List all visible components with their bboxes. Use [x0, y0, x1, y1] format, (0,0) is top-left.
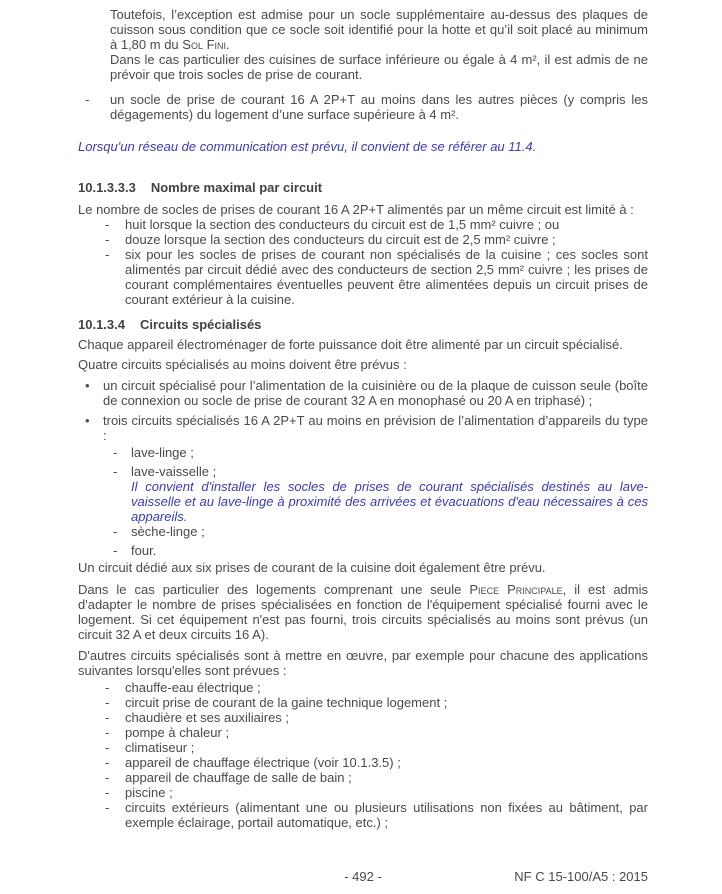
paragraph-appareil-forte-puissance: Chaque appareil électroménager de forte puissance doit être alimenté par un circuit spécialisé. [78, 337, 623, 352]
page-number: - 492 - [344, 869, 382, 884]
bullet-item-trois-circuits [78, 413, 648, 443]
sub-item-text: lave-vaisselle ; [131, 464, 217, 479]
app-item-chaudiere [78, 710, 648, 725]
app-item-climatiseur [78, 740, 648, 755]
dash-marker: - [105, 785, 110, 800]
bullet-item-text: trois circuits spécialisés 16 A 2P+T au moins en prévision de l’alimentation d’appareils du type : [103, 413, 648, 443]
paragraph-nombre-socles: Le nombre de socles de prises de courant 16 A 2P+T alimentés par un même circuit est limité à : [78, 202, 634, 217]
app-item-text: piscine ; [125, 785, 173, 800]
dash-marker: - [105, 770, 110, 785]
app-item-chauffage-electrique [78, 755, 648, 770]
app-item-chauffage-salle-de-bain [78, 770, 648, 785]
paragraph-petites-cuisines: Dans le cas particulier des cuisines de surface inférieure ou égale à 4 m², il est admis de ne prévoir que trois socles de prise de courant. [110, 52, 648, 82]
paragraph-circuit-dedie-cuisine: Un circuit dédié aux six prises de courant de la cuisine doit également être prévu. [78, 560, 546, 575]
paragraph-piece-principale [78, 582, 648, 642]
app-item-text: chaudière et ses auxiliaires ; [125, 710, 290, 725]
list-item-autres-pieces [78, 92, 648, 122]
app-item-text: appareil de chauffage électrique (voir 10.1.3.5) ; [125, 755, 401, 770]
dash-marker: - [105, 232, 110, 247]
app-item-gaine-technique [78, 695, 648, 710]
bullet-item-text: un circuit spécialisé pour l’alimentation de la cuisinière ou de la plaque de cuisson seule (boîte de connexion ou socle de prise de courant 32 A en monophasé ou 20 A en triphasé) ; [103, 378, 648, 408]
text-run: Dans le cas particulier des logements comprenant une seule [78, 582, 470, 597]
text-run: . [226, 37, 230, 52]
app-item-text: circuits extérieurs (alimentant une ou plusieurs utilisations non fixées au bâtiment, par exemple éclairage, portail automatique, etc.) ; [125, 800, 648, 830]
dash-marker: - [105, 800, 110, 815]
dash-marker: - [105, 725, 110, 740]
heading-circuits-specialises [78, 317, 648, 332]
heading-title: Nombre maximal par circuit [150, 180, 323, 195]
list-item-text: six pour les socles de prises de courant non spécialisés de la cuisine ; ces socles sont alimentés par circuit dédié avec des conducteurs de section 2,5 mm² cuivre ; les prises de courant complémentaires éventuelles peuvent être alimentées depuis un circuit prises de courant extérieur à la cuisine. [125, 247, 648, 307]
dash-marker: - [105, 217, 110, 232]
dash-marker: - [105, 680, 110, 695]
dash-marker: - [113, 464, 118, 479]
app-item-text: pompe à chaleur ; [125, 725, 230, 740]
heading-nombre-maximal [78, 180, 648, 195]
sub-item-lave-vaisselle [78, 464, 648, 479]
dash-marker: - [105, 740, 110, 755]
text-run: , il est admis d'adapter le nombre de prises spécialisées en fonction de l'équipement spécialisé fourni avec le logement. Si cet équipement n'est pas fourni, trois circuits spécialisés au moins sont prévus (un circuit 32 A et deux circuits 16 A). [78, 582, 648, 642]
list-item-text: douze lorsque la section des conducteurs du circuit est de 2,5 mm² cuivre ; [125, 232, 556, 247]
paragraph-quatre-circuits: Quatre circuits spécialisés au moins doivent être prévus : [78, 357, 407, 372]
page-content [78, 7, 648, 830]
document-reference: NF C 15-100/A5 : 2015 [514, 869, 648, 884]
dash-marker: - [105, 247, 110, 262]
sub-item-seche-linge [78, 524, 648, 539]
app-item-text: chauffe-eau électrique ; [125, 680, 261, 695]
app-item-text: appareil de chauffage de salle de bain ; [125, 770, 352, 785]
list-item-six [78, 247, 648, 307]
page-footer [78, 869, 648, 884]
smallcaps-piece-principale: Piece Principale [469, 582, 563, 597]
list-item-huit [78, 217, 648, 232]
app-item-piscine [78, 785, 648, 800]
sub-item-lave-linge [78, 445, 648, 460]
text-run: Toutefois, l’exception est admise pour un socle supplémentaire au-dessus des plaques de cuisson sous condition que ce socle soit identifié pour la hotte et qu’il soit placé au minimum à 1,80 m du [110, 7, 648, 52]
note-reseau-communication: Lorsqu'un réseau de communication est prévu, il convient de se référer au 11.4. [78, 139, 537, 154]
heading-number: 10.1.3.4 [78, 317, 125, 332]
sub-item-text: lave-linge ; [131, 445, 194, 460]
app-item-chauffe-eau [78, 680, 648, 695]
dash-marker: - [105, 710, 110, 725]
bullet-marker: • [85, 413, 90, 428]
paragraph-exception-hotte [110, 7, 648, 52]
sub-item-text: four. [131, 543, 157, 558]
dash-marker: - [85, 92, 90, 107]
app-item-text: climatiseur ; [125, 740, 195, 755]
heading-number: 10.1.3.3.3 [78, 180, 136, 195]
sub-item-four [78, 543, 648, 558]
bullet-item-cuisiniere [78, 378, 648, 408]
app-item-text: circuit prise de courant de la gaine technique logement ; [125, 695, 448, 710]
app-item-pompe-a-chaleur [78, 725, 648, 740]
list-item-douze [78, 232, 648, 247]
sub-item-text: sèche-linge ; [131, 524, 205, 539]
list-item-text: un socle de prise de courant 16 A 2P+T au moins dans les autres pièces (y compris les dégagements) du logement d’une surface supérieure à 4 m². [110, 92, 648, 122]
dash-marker: - [105, 695, 110, 710]
dash-marker: - [105, 755, 110, 770]
note-installation-socles: Il convient d'installer les socles de prises de courant spécialisés destinés au lave-vaisselle et au lave-linge à proximité des arrivées et évacuations d'eau nécessaires à ces appareils. [131, 479, 648, 524]
smallcaps-sol-fini: Sol Fini [182, 37, 227, 52]
dash-marker: - [113, 445, 118, 460]
app-item-circuits-exterieurs [78, 800, 648, 830]
heading-title: Circuits spécialisés [140, 317, 262, 332]
paragraph-autres-circuits: D'autres circuits spécialisés sont à mettre en œuvre, par exemple pour chacune des applications suivantes lorsqu'elles sont prévues : [78, 648, 648, 678]
dash-marker: - [113, 543, 118, 558]
dash-marker: - [113, 524, 118, 539]
list-item-text: huit lorsque la section des conducteurs du circuit est de 1,5 mm² cuivre ; ou [125, 217, 560, 232]
bullet-marker: • [85, 378, 90, 393]
